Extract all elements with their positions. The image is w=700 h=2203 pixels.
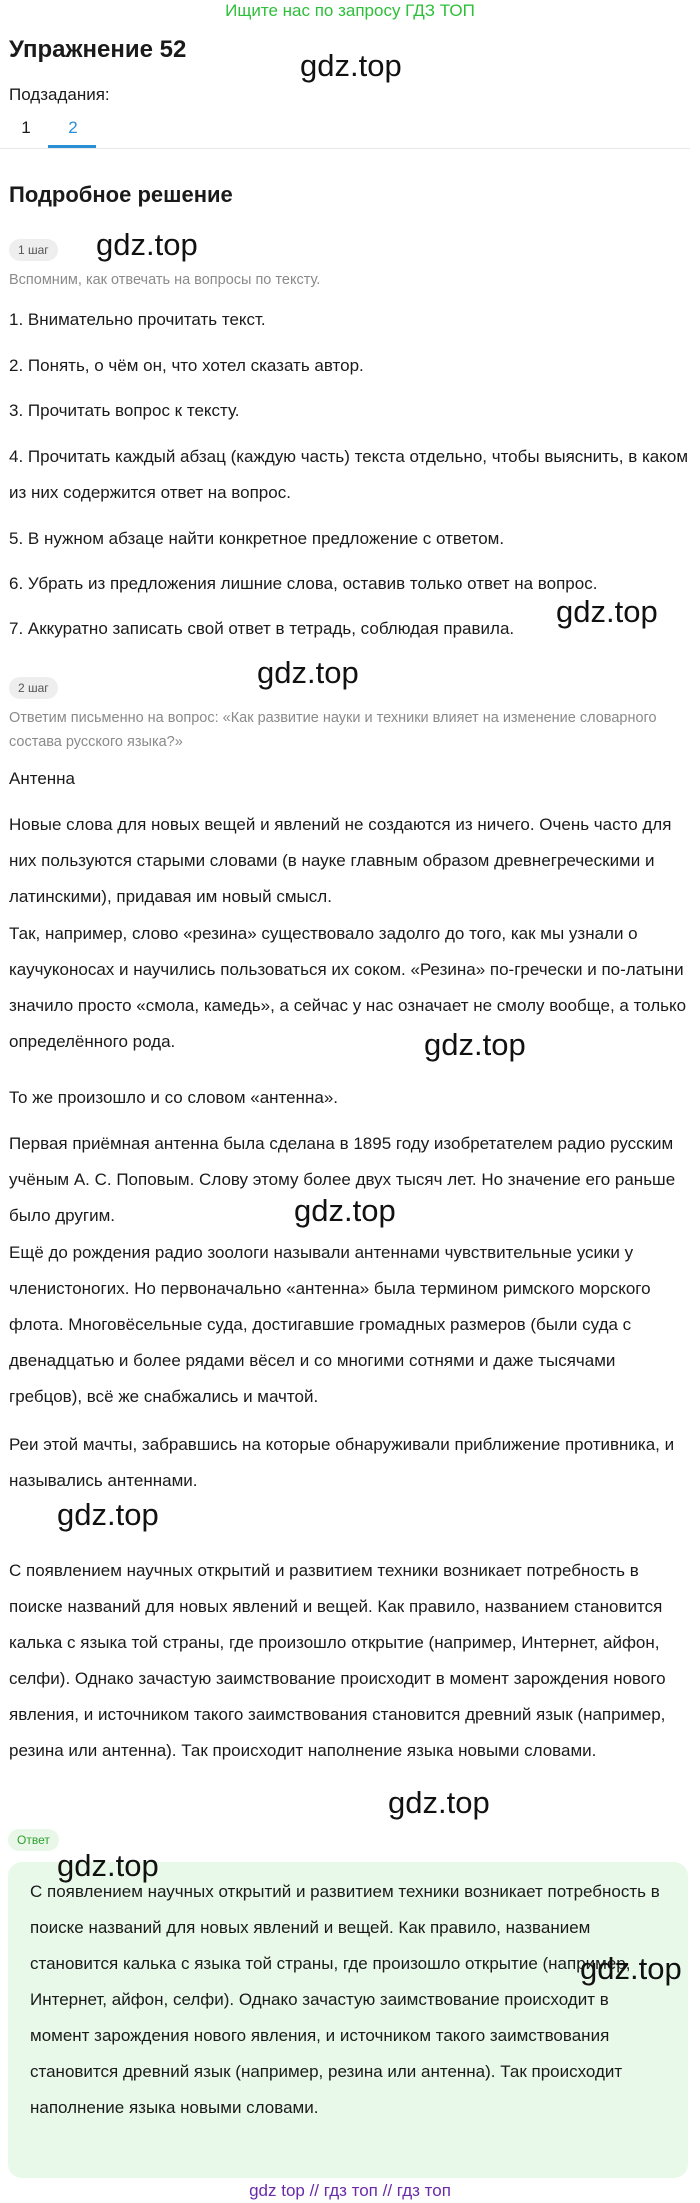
watermark: gdz.top [580, 1951, 682, 1986]
step-2-paragraph: Так, например, слово «резина» существовало задолго до того, как мы узнали о каучуконосах и научились пользоваться их соком. «Резина» по-гречески и по-латыни значило просто «смола, камедь», а сейчас у нас означает не смолу вообще, а только определённого рода. [9, 924, 687, 1051]
step-1-item: 6. Убрать из предложения лишние слова, оставив только ответ на вопрос. [9, 574, 598, 593]
step-2-badge: 2 шаг [9, 677, 58, 699]
tab-subtask-1[interactable]: 1 [21, 118, 31, 137]
watermark: gdz.top [294, 1193, 396, 1228]
step-2-paragraph: С появлением научных открытий и развитием техники возникает потребность в поиске названий для новых явлений и вещей. Как правило, названием становится калька с языка той страны, где произошло открытие (например, Интернет, айфон, селфи). Однако зачастую заимствование происходит в момент зарождения нового явления, и источником такого заимствования становится древний язык (например, резина или антенна). Так происходит наполнение языка новыми словами. [9, 1561, 666, 1760]
watermark: gdz.top [257, 655, 359, 690]
step-2-paragraph: Новые слова для новых вещей и явлений не создаются из ничего. Очень часто для них пользуются старыми словами (в науке главным образом древнегреческими и латинскими), придавая им новый смысл. [9, 815, 672, 906]
watermark: gdz.top [57, 1497, 159, 1532]
step-1-item: 1. Внимательно прочитать текст. [9, 310, 266, 329]
footer-links[interactable]: gdz top // гдз топ // гдз топ [249, 2181, 451, 2200]
step-1-badge: 1 шаг [9, 239, 58, 261]
step-2-heading: Антенна [9, 769, 76, 788]
step-1-item: 2. Понять, о чём он, что хотел сказать автор. [9, 356, 364, 375]
step-1-item: 7. Аккуратно записать свой ответ в тетрадь, соблюдая правила. [9, 619, 515, 638]
step-2-paragraph: То же произошло и со словом «антенна». [9, 1088, 338, 1107]
solution-title: Подробное решение [9, 182, 233, 207]
answer-badge: Ответ [8, 1829, 59, 1851]
watermark: gdz.top [556, 594, 658, 629]
watermark: gdz.top [96, 227, 198, 262]
answer-box [8, 1862, 688, 2178]
promo-banner[interactable]: Ищите нас по запросу ГДЗ ТОП [225, 1, 475, 20]
subtasks-label: Подзадания: [9, 85, 110, 104]
watermark: gdz.top [300, 48, 402, 83]
step-2-hint: Ответим письменно на вопрос: «Как развитие науки и техники влияет на изменение словарного состава русского языка?» [9, 710, 657, 750]
subtask-tabs [0, 108, 690, 149]
step-2-paragraph: Ещё до рождения радио зоологи называли антеннами чувствительные усики у членистоногих. Но первоначально «антенна» была термином римского морского флота. Многовёсельные суда, достигавшие громадных размеров (были суда с двенадцатью и более рядами вёсел и со многими сотнями и даже тысячами гребцов), всё же снабжались и мачтой. [9, 1243, 651, 1406]
tab-subtask-2[interactable]: 2 [68, 118, 78, 137]
watermark: gdz.top [424, 1027, 526, 1062]
step-1-item: 4. Прочитать каждый абзац (каждую часть) текста отдельно, чтобы выяснить, в каком из них содержится ответ на вопрос. [9, 447, 689, 502]
active-tab-indicator [48, 145, 96, 148]
answer-text: С появлением научных открытий и развитием техники возникает потребность в поиске названий для новых явлений и вещей. Как правило, названием становится калька с языка той страны, где произошло открытие (например, Интернет, айфон, селфи). Однако зачастую заимствование происходит в момент зарождения нового явления, и источником такого заимствования становится древний язык (например, резина или антенна). Так происходит наполнение языка новыми словами. [30, 1882, 660, 2117]
exercise-title: Упражнение 52 [9, 36, 187, 63]
step-1-item: 3. Прочитать вопрос к тексту. [9, 401, 240, 420]
step-1-item: 5. В нужном абзаце найти конкретное предложение с ответом. [9, 529, 505, 548]
step-2-paragraph: Реи этой мачты, забравшись на которые обнаруживали приближение противника, и назывались антеннами. [9, 1435, 675, 1490]
watermark: gdz.top [388, 1785, 490, 1820]
step-2-paragraph: Первая приёмная антенна была сделана в 1895 году изобретателем радио русским учёным А. С. Поповым. Слову этому более двух тысяч лет. Но значение его раньше было другим. [9, 1134, 676, 1225]
step-1-hint: Вспомним, как отвечать на вопросы по тексту. [9, 272, 321, 288]
watermark: gdz.top [57, 1848, 159, 1883]
